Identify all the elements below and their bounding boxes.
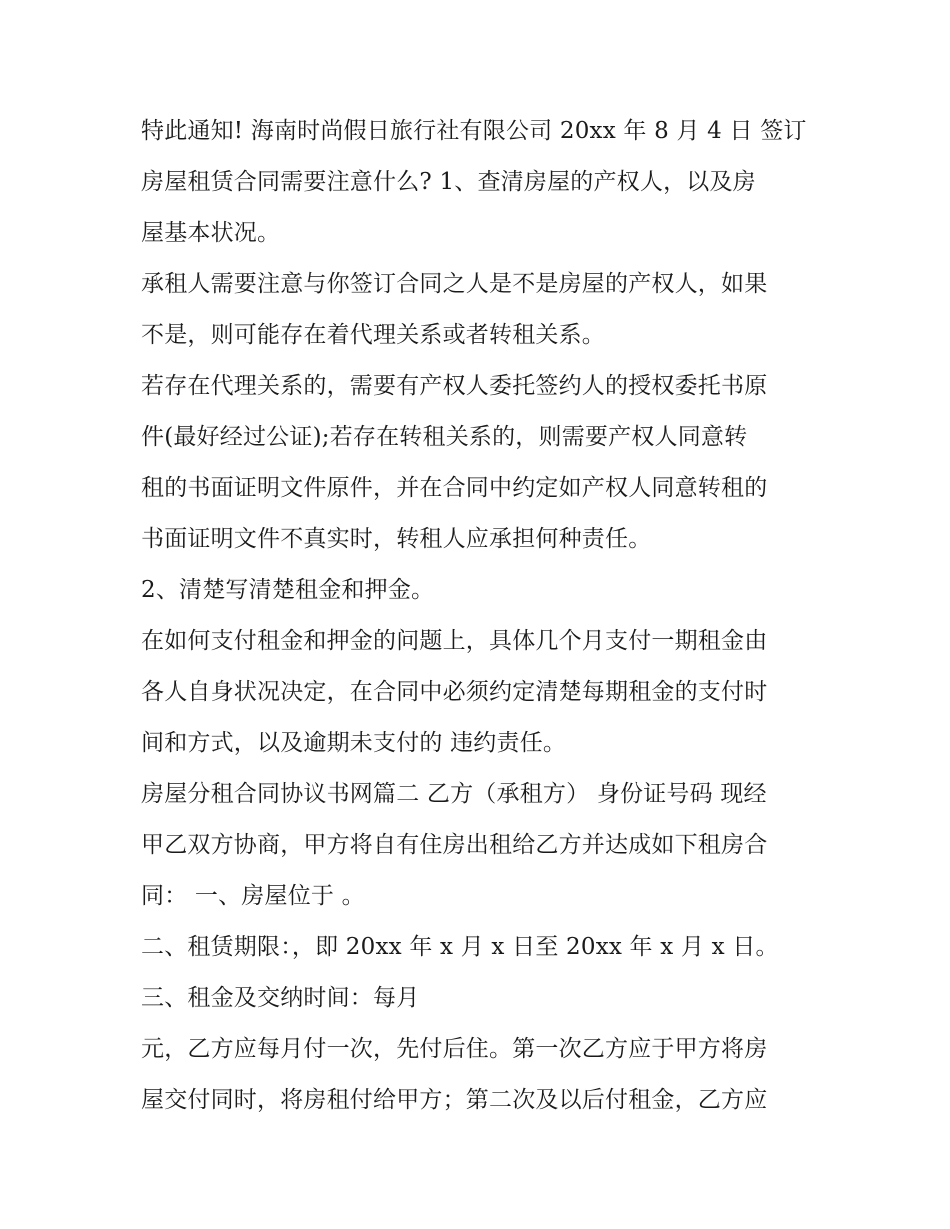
text-line: 不是，则可能存在着代理关系或者转租关系。 bbox=[141, 322, 605, 348]
text-line: 书面证明文件不真实时，转租人应承担何种责任。 bbox=[141, 526, 652, 552]
text-line: 房屋分租合同协议书网篇二 乙方（承租方） 身份证号码 现经 bbox=[141, 781, 767, 807]
text-line: 承租人需要注意与你签订合同之人是不是房屋的产权人，如果 bbox=[141, 271, 768, 297]
text-line: 甲乙双方协商，甲方将自有住房出租给乙方并达成如下租房合 bbox=[141, 832, 768, 858]
text-line: 特此通知! 海南时尚假日旅行社有限公司 20xx 年 8 月 4 日 签订 bbox=[141, 118, 807, 144]
text-line: 二、租赁期限：，即 20xx 年 x 月 x 日至 20xx 年 x 月 x 日。 bbox=[141, 934, 779, 960]
text-line: 屋交付同时，将房租付给甲方；第二次及以后付租金，乙方应 bbox=[141, 1087, 768, 1113]
document-body bbox=[141, 106, 821, 1126]
text-line: 间和方式，以及逾期未支付的 违约责任。 bbox=[141, 730, 567, 756]
text-line: 房屋租赁合同需要注意什么? 1、查清房屋的产权人，以及房 bbox=[141, 169, 756, 195]
text-line: 同： 一、房屋位于 。 bbox=[141, 883, 365, 909]
text-line: 件(最好经过公证);若存在转租关系的，则需要产权人同意转 bbox=[141, 424, 748, 450]
text-line: 2、清楚写清楚租金和押金。 bbox=[141, 577, 435, 603]
text-line: 屋基本状况。 bbox=[141, 220, 281, 246]
text-line: 若存在代理关系的，需要有产权人委托签约人的授权委托书原 bbox=[141, 373, 768, 399]
text-line: 在如何支付租金和押金的问题上，具体几个月支付一期租金由 bbox=[141, 628, 768, 654]
text-line: 三、租金及交纳时间：每月 bbox=[141, 985, 420, 1011]
text-line: 元，乙方应每月付一次，先付后住。第一次乙方应于甲方将房 bbox=[141, 1036, 768, 1062]
text-line: 租的书面证明文件原件，并在合同中约定如产权人同意转租的 bbox=[141, 475, 768, 501]
text-line: 各人自身状况决定，在合同中必须约定清楚每期租金的支付时 bbox=[141, 679, 768, 705]
